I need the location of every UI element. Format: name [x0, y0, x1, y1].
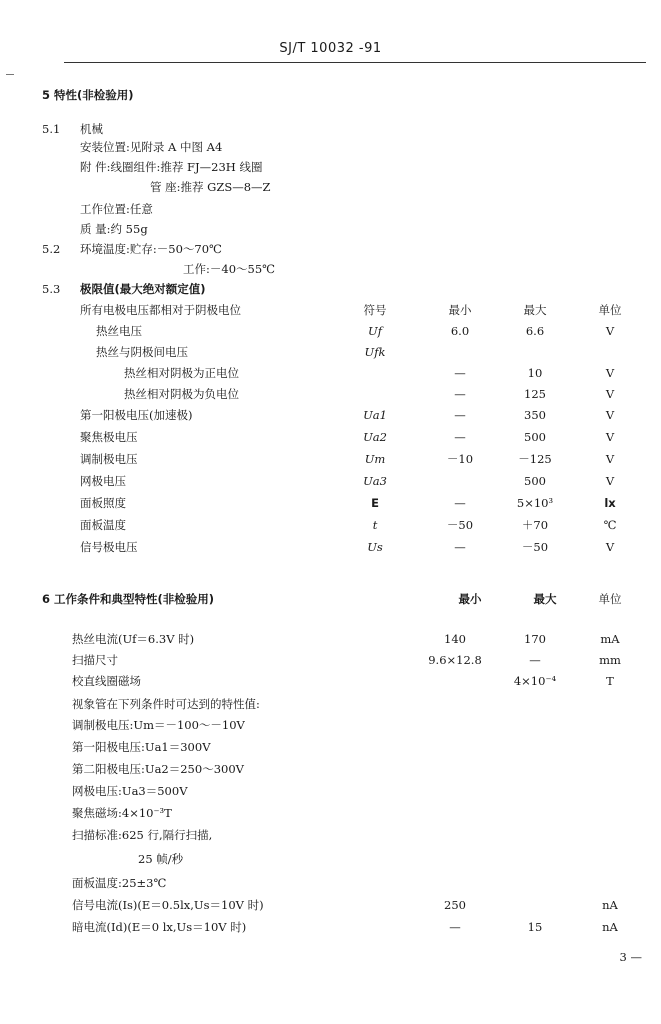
accessory-socket: 管 座:推荐 GZS—8—Z	[150, 180, 271, 194]
accessory-coil: 附 件:线圈组件:推荐 FJ—23H 线圈	[80, 160, 263, 174]
row-label: 暗电流(Id)(E＝0 lx,Us＝10V 时)	[72, 920, 247, 934]
row-unit: lx	[604, 496, 616, 510]
condition-scan-standard: 扫描标准:625 行,隔行扫描,	[72, 828, 213, 842]
row-symbol: Uf	[368, 324, 382, 338]
document-header: SJ/T 10032 -91	[279, 41, 382, 56]
row-symbol: Ua1	[363, 408, 387, 422]
row-label: 调制极电压	[80, 452, 138, 466]
header-rule	[64, 62, 646, 63]
row-symbol: Ufk	[364, 345, 386, 359]
row-max: 500	[524, 474, 546, 488]
row-label: 扫描尺寸	[72, 653, 118, 667]
row-unit: mA	[600, 632, 620, 646]
row-symbol: Um	[364, 452, 386, 466]
condition-mesh-voltage: 网极电压:Ua3＝500V	[72, 784, 188, 798]
row-unit: T	[606, 674, 614, 688]
row-min: —	[449, 920, 461, 934]
condition-anode1-voltage: 第一阳极电压:Ua1＝300V	[72, 740, 211, 754]
row-symbol: Ua3	[363, 474, 387, 488]
row-min: —	[454, 496, 466, 510]
row-min: 6.0	[450, 324, 470, 338]
condition-focus-field: 聚焦磁场:4×10⁻³T	[72, 806, 172, 820]
section-5-2-number: 5.2	[42, 242, 61, 256]
mounting-position: 安装位置:见附录 A 中图 A4	[80, 140, 223, 154]
row-label: 热丝电流(Uf＝6.3V 时)	[72, 632, 195, 646]
condition-anode2-voltage: 第二阳极电压:Ua2＝250～300V	[72, 762, 244, 776]
condition-faceplate-temp: 面板温度:25±3℃	[72, 876, 167, 890]
row-max: 10	[527, 366, 543, 380]
row-unit: mm	[599, 653, 621, 667]
row-max: —	[529, 653, 541, 667]
row-unit: V	[605, 324, 615, 338]
row-label: 热丝相对阴极为负电位	[124, 387, 239, 401]
margin-mark	[6, 74, 14, 75]
row-unit: V	[605, 408, 615, 422]
row-label: 第一阳极电压(加速极)	[80, 408, 193, 422]
row-max: 4×10⁻⁴	[513, 674, 557, 688]
condition-frame-rate: 25 帧/秒	[138, 852, 184, 866]
s6-header-min: 最小	[458, 592, 482, 606]
working-position: 工作位置:任意	[80, 202, 153, 216]
s6-header-max: 最大	[533, 592, 557, 606]
limits-header-min: 最小	[448, 303, 472, 317]
row-min: —	[454, 387, 466, 401]
row-max: 6.6	[525, 324, 545, 338]
row-unit: nA	[602, 920, 618, 934]
row-max: 350	[524, 408, 546, 422]
operating-temperature: 工作:－40～55℃	[183, 262, 276, 276]
row-unit: V	[605, 474, 615, 488]
row-min: —	[454, 540, 466, 554]
row-min: —	[454, 366, 466, 380]
page-number: 3 —	[619, 950, 642, 964]
row-max: －50	[521, 540, 549, 554]
limits-header-max: 最大	[523, 303, 547, 317]
row-min: 250	[444, 898, 466, 912]
row-label: 校直线圈磁场	[72, 674, 141, 688]
row-max: 15	[527, 920, 543, 934]
row-label: 面板温度	[80, 518, 126, 532]
row-max: －125	[518, 452, 552, 466]
mass: 质 量:约 55g	[80, 222, 148, 236]
row-max: 125	[524, 387, 546, 401]
section-5-title: 5 特性(非检验用)	[42, 88, 134, 102]
s6-header-unit: 单位	[598, 592, 622, 606]
row-min: 140	[444, 632, 466, 646]
condition-modulation-voltage: 调制极电压:Um＝－100～－10V	[72, 718, 245, 732]
section-5-3-number: 5.3	[42, 282, 61, 296]
row-unit: ℃	[603, 518, 617, 532]
section-5-1-number: 5.1	[42, 122, 61, 136]
row-label: 信号电流(Is)(E＝0.5lx,Us＝10V 时)	[72, 898, 264, 912]
row-label: 网极电压	[80, 474, 126, 488]
row-min: 9.6×12.8	[428, 653, 482, 667]
row-label: 热丝电压	[96, 324, 142, 338]
row-unit: V	[605, 430, 615, 444]
row-label: 热丝与阴极间电压	[96, 345, 188, 359]
row-symbol: Us	[367, 540, 383, 554]
limits-header-label: 所有电极电压都相对于阴极电位	[80, 303, 241, 317]
row-max: ＋70	[521, 518, 549, 532]
row-label: 信号极电压	[80, 540, 138, 554]
row-unit: V	[605, 540, 615, 554]
row-min: —	[454, 408, 466, 422]
section-5-1-title: 机械	[80, 122, 103, 136]
section-6-title: 6 工作条件和典型特性(非检验用)	[42, 592, 215, 606]
row-min: －10	[446, 452, 474, 466]
row-label: 面板照度	[80, 496, 126, 510]
row-max: 170	[524, 632, 546, 646]
row-min: －50	[446, 518, 474, 532]
row-symbol: t	[372, 518, 378, 532]
row-max: 500	[524, 430, 546, 444]
limits-header-unit: 单位	[598, 303, 622, 317]
storage-temperature: 环境温度:贮存:－50～70℃	[80, 242, 222, 256]
section-5-3-title: 极限值(最大绝对额定值)	[80, 282, 206, 296]
row-min: —	[454, 430, 466, 444]
row-unit: V	[605, 387, 615, 401]
row-unit: V	[605, 366, 615, 380]
limits-header-symbol: 符号	[363, 303, 387, 317]
row-label: 热丝相对阴极为正电位	[124, 366, 239, 380]
row-max: 5×10³	[516, 496, 554, 510]
row-symbol: E	[371, 496, 379, 510]
row-unit: nA	[602, 898, 618, 912]
row-unit: V	[605, 452, 615, 466]
row-symbol: Ua2	[363, 430, 387, 444]
row-label: 聚焦极电压	[80, 430, 138, 444]
conditions-intro: 视象管在下列条件时可达到的特性值:	[72, 697, 260, 711]
